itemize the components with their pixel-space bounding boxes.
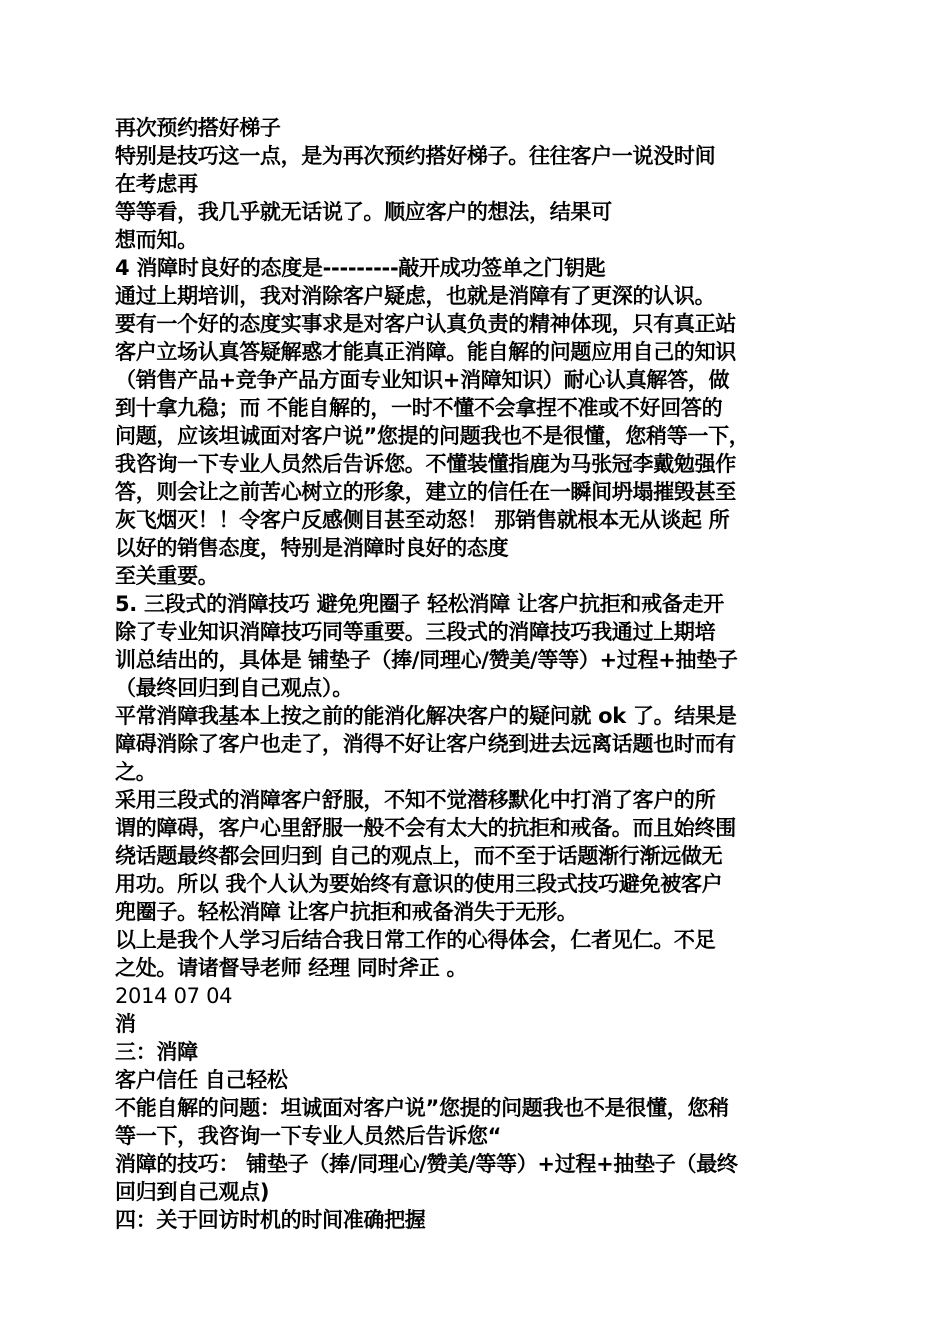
text-line: 至关重要。 [115,564,219,588]
text-line: 再次预约搭好梯子 [115,116,281,140]
text-line: 训总结出的，具体是 铺垫子（捧/同理心/赞美/等等）+过程+抽垫子 [115,648,738,672]
text-line: 之处。请诸督导老师 经理 同时斧正 。 [115,956,468,980]
text-line: （销售产品+竞争产品方面专业知识+消障知识）耐心认真解答，做 [115,368,730,392]
date-line: 2014 07 04 [115,984,233,1008]
text-line: 消 [115,1012,136,1036]
text-line: 特别是技巧这一点，是为再次预约搭好梯子。往往客户一说没时间 [115,144,716,168]
text-line: 消障的技巧： 铺垫子（捧/同理心/赞美/等等）+过程+抽垫子（最终 [115,1152,738,1176]
text-line: 通过上期培训，我对消除客户疑虑，也就是消障有了更深的认识。 [115,284,716,308]
text-line: 采用三段式的消障客户舒服，不知不觉潜移默化中打消了客户的所 [115,788,716,812]
text-line: 回归到自己观点) [115,1180,270,1204]
text-line: 障碍消除了客户也走了，消得不好让客户绕到进去远离话题也时而有 [115,732,736,756]
text-line: 不能自解的问题：坦诚面对客户说”您提的问题我也不是很懂，您稍 [115,1096,729,1120]
text-line: 用功。所以 我个人认为要始终有意识的使用三段式技巧避免被客户 [115,872,723,896]
text-line: 我咨询一下专业人员然后告诉您。不懂装懂指鹿为马张冠李戴勉强作 [115,452,736,476]
text-line: 客户立场认真答疑解惑才能真正消障。能自解的问题应用自己的知识 [115,340,736,364]
section-heading: 5. 三段式的消障技巧 避免兜圈子 轻松消障 让客户抗拒和戒备走开 [115,592,724,616]
section-heading: 三：消障 [115,1040,198,1064]
text-line: 想而知。 [115,228,198,252]
text-line: 答，则会让之前苦心树立的形象，建立的信任在一瞬间坍塌摧毁甚至 [115,480,736,504]
text-line: 绕话题最终都会回归到 自己的观点上，而不至于话题渐行渐远做无 [115,844,723,868]
text-line: 兜圈子。轻松消障 让客户抗拒和戒备消失于无形。 [115,900,578,924]
document-body [115,114,840,1234]
text-line: （最终回归到自己观点）。 [115,676,353,700]
text-line: 要有一个好的态度实事求是对客户认真负责的精神体现，只有真正站 [115,312,736,336]
text-line: 平常消障我基本上按之前的能消化解决客户的疑问就 ok 了。结果是 [115,704,737,728]
text-line: 客户信任 自己轻松 [115,1068,288,1092]
text-line: 之。 [115,760,157,784]
text-line: 到十拿九稳；而 不能自解的，一时不懂不会拿捏不准或不好回答的 [115,396,723,420]
text-line: 除了专业知识消障技巧同等重要。三段式的消障技巧我通过上期培 [115,620,716,644]
section-heading: 4 消障时良好的态度是---------敲开成功签单之门钥匙 [115,256,606,280]
text-line: 等等看，我几乎就无话说了。顺应客户的想法，结果可 [115,200,612,224]
text-line: 灰飞烟灭！！令客户反感侧目甚至动怒！ 那销售就根本无从谈起 所 [115,508,730,532]
text-line: 谓的障碍，客户心里舒服一般不会有太大的抗拒和戒备。而且始终围 [115,816,736,840]
text-line: 在考虑再 [115,172,198,196]
text-line: 以上是我个人学习后结合我日常工作的心得体会，仁者见仁。不足 [115,928,716,952]
text-line: 等一下，我咨询一下专业人员然后告诉您“ [115,1124,502,1148]
section-heading: 四：关于回访时机的时间准确把握 [115,1208,426,1232]
text-line: 问题，应该坦诚面对客户说”您提的问题我也不是很懂，您稍等一下， [115,424,750,448]
text-line: 以好的销售态度，特别是消障时良好的态度 [115,536,509,560]
